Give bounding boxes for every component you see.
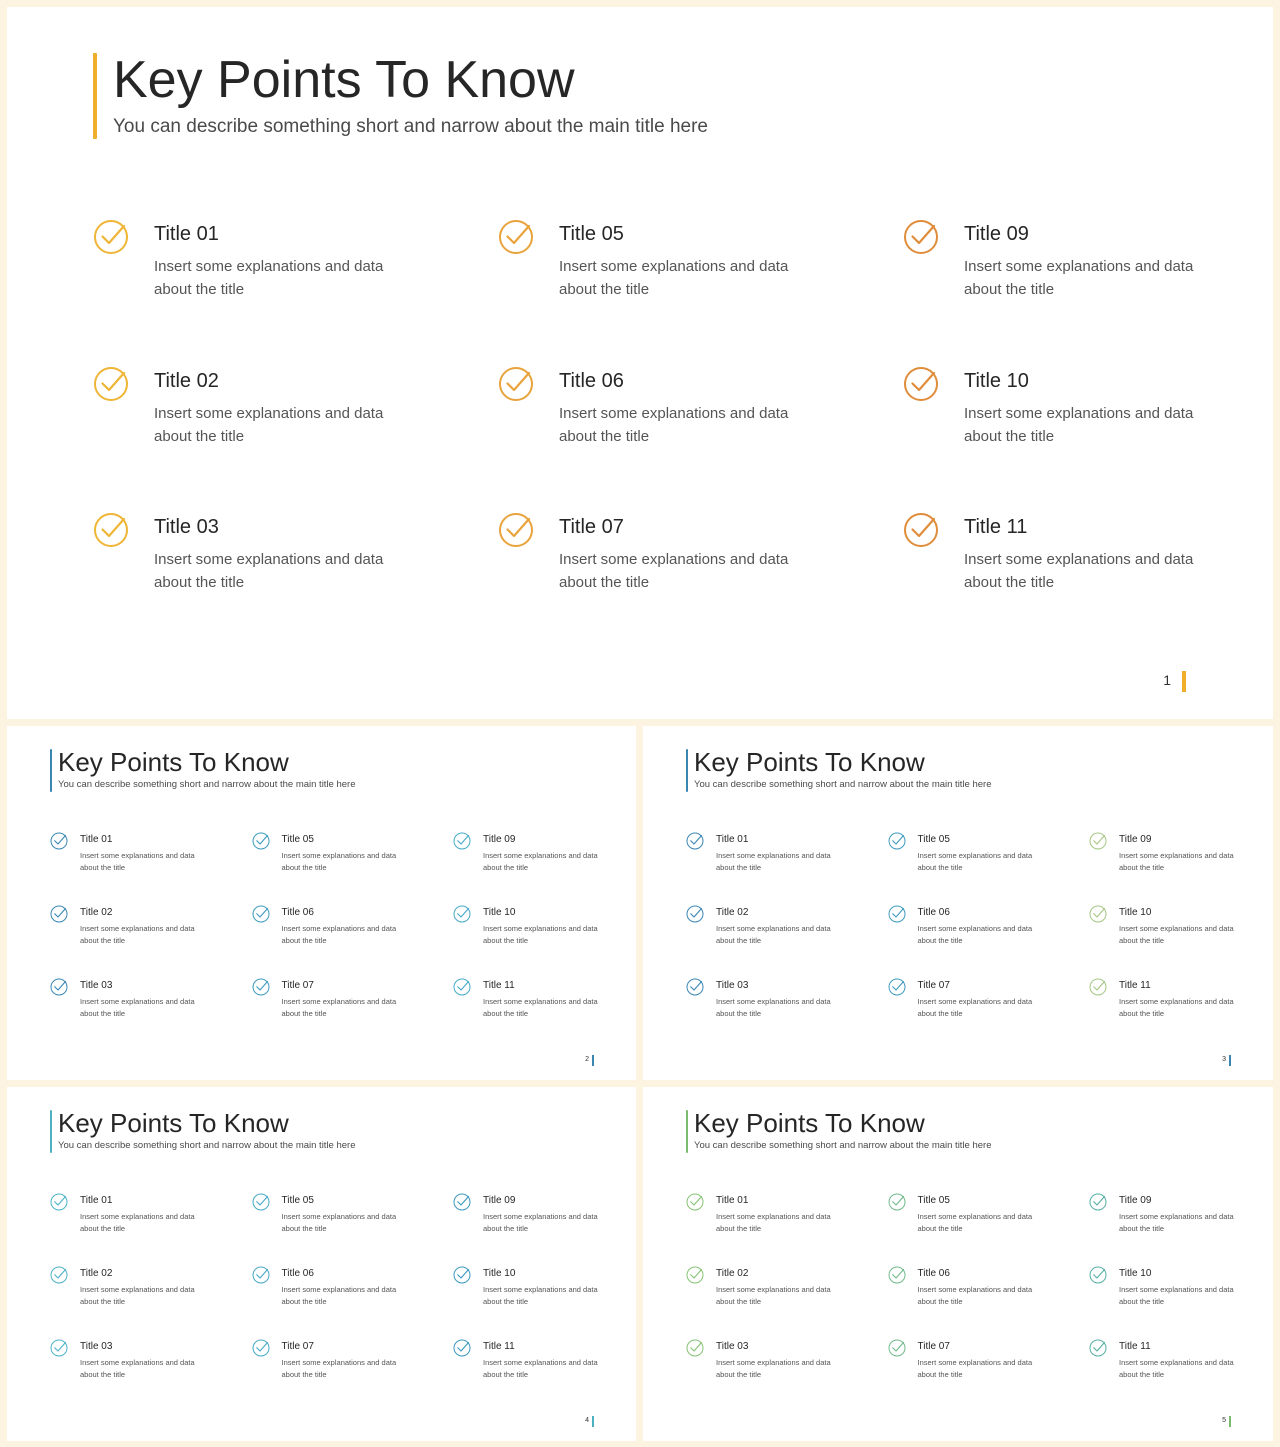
key-point-description: [559, 548, 788, 594]
description-line: Insert some explanations and data: [281, 924, 397, 933]
description-line: about the title: [483, 1296, 529, 1306]
description-line: Insert some explanations and data: [559, 258, 789, 275]
page-accent-bar: [1182, 671, 1186, 692]
check-circle-icon: [903, 219, 939, 255]
key-point-description: [1119, 850, 1234, 873]
description-line: Insert some explanations and data: [483, 997, 598, 1006]
key-point-description: [483, 850, 598, 873]
slide-4: [7, 1087, 636, 1441]
key-point-title: Title 05: [917, 834, 950, 845]
key-point-title: Title 02: [154, 369, 219, 392]
slide-subtitle: You can describe something short and narrow about the main title here: [694, 779, 992, 791]
page-accent-bar: [1229, 1416, 1231, 1427]
check-circle-icon: [498, 512, 534, 548]
description-line: about the title: [281, 935, 327, 945]
key-point-title: Title 01: [154, 223, 219, 245]
key-point-description: [918, 1211, 1033, 1234]
description-line: Insert some explanations and data: [917, 851, 1033, 860]
key-point-title: Title 03: [80, 980, 113, 991]
key-point-title: Title 07: [281, 1341, 314, 1352]
check-circle-icon: [686, 905, 704, 923]
check-circle-icon: [1089, 832, 1107, 850]
description-line: Insert some explanations and data: [716, 997, 831, 1006]
description-line: Insert some explanations and data: [1119, 851, 1234, 860]
description-line: Insert some explanations and data: [483, 1212, 598, 1221]
key-point-title: Title 01: [716, 834, 749, 845]
description-line: Insert some explanations and data: [154, 404, 384, 422]
page-accent-bar: [592, 1055, 594, 1066]
description-line: about the title: [80, 1369, 126, 1379]
description-line: Insert some explanations and data: [716, 924, 831, 933]
check-circle-icon: [1089, 905, 1107, 923]
description-line: Insert some explanations and data: [281, 851, 397, 860]
key-point-description: [282, 996, 397, 1019]
key-point-title: Title 03: [80, 1341, 113, 1352]
description-line: Insert some explanations and data: [917, 1212, 1033, 1221]
description-line: Insert some explanations and data: [716, 1212, 831, 1221]
check-circle-icon: [498, 366, 534, 402]
description-line: Insert some explanations and data: [1119, 1285, 1234, 1294]
title-block: [686, 1110, 992, 1152]
key-point-description: [80, 1284, 195, 1307]
check-circle-icon: [1089, 1339, 1107, 1357]
description-line: Insert some explanations and data: [80, 997, 195, 1006]
description-line: about the title: [1119, 1296, 1165, 1306]
description-line: about the title: [917, 1008, 963, 1018]
page-number: 1: [1163, 672, 1171, 688]
key-point-title: Title 11: [483, 1341, 515, 1352]
key-point-description: [1119, 1211, 1234, 1234]
title-block: [50, 749, 356, 791]
description-line: about the title: [1119, 935, 1165, 945]
key-point-description: [1119, 996, 1234, 1019]
key-point-description: [282, 850, 397, 873]
key-point-description: [80, 850, 195, 873]
description-line: about the title: [559, 427, 650, 445]
check-circle-icon: [252, 905, 270, 923]
description-line: about the title: [281, 862, 327, 872]
description-line: Insert some explanations and data: [1119, 997, 1234, 1006]
check-circle-icon: [686, 1339, 704, 1357]
key-point-title: Title 01: [80, 1195, 113, 1206]
slide-title: Key Points To Know: [694, 747, 925, 777]
description-line: Insert some explanations and data: [483, 924, 598, 933]
description-line: about the title: [80, 1296, 126, 1306]
key-point-description: [483, 1357, 598, 1380]
slide-subtitle: You can describe something short and narrow about the main title here: [58, 779, 356, 791]
check-circle-icon: [686, 832, 704, 850]
key-point-description: [964, 255, 1193, 301]
check-circle-icon: [93, 219, 129, 255]
key-point-title: Title 10: [964, 369, 1029, 392]
slide-subtitle: You can describe something short and narrow about the main title here: [113, 115, 708, 137]
description-line: about the title: [964, 427, 1055, 445]
check-circle-icon: [1089, 978, 1107, 996]
description-line: about the title: [917, 935, 963, 945]
key-point-title: Title 05: [281, 834, 314, 845]
check-circle-icon: [453, 1339, 471, 1357]
check-circle-icon: [252, 978, 270, 996]
description-line: Insert some explanations and data: [281, 997, 397, 1006]
page-accent-bar: [1229, 1055, 1231, 1066]
check-circle-icon: [50, 905, 68, 923]
key-point-description: [964, 548, 1193, 594]
key-point-title: Title 07: [917, 1341, 950, 1352]
page-number: 2: [585, 1056, 589, 1063]
key-point-description: [483, 996, 598, 1019]
key-point-title: Title 07: [917, 980, 950, 991]
description-line: Insert some explanations and data: [917, 1358, 1033, 1367]
key-point-description: [559, 402, 788, 448]
key-point-description: [716, 1211, 831, 1234]
check-circle-icon: [50, 1193, 68, 1211]
key-point-description: [483, 1211, 598, 1234]
check-circle-icon: [50, 1339, 68, 1357]
key-point-description: [1119, 1357, 1234, 1380]
key-point-description: [483, 923, 598, 946]
key-point-description: [716, 1357, 831, 1380]
key-point-description: [918, 1357, 1033, 1380]
description-line: Insert some explanations and data: [281, 1358, 397, 1367]
key-point-description: [154, 402, 383, 448]
description-line: about the title: [154, 281, 245, 298]
key-point-description: [483, 1284, 598, 1307]
description-line: Insert some explanations and data: [80, 1285, 195, 1294]
description-line: about the title: [80, 935, 126, 945]
description-line: Insert some explanations and data: [1119, 924, 1234, 933]
description-line: about the title: [1119, 1008, 1165, 1018]
key-point-title: Title 03: [154, 516, 219, 538]
description-line: about the title: [483, 1008, 529, 1018]
check-circle-icon: [93, 512, 129, 548]
check-circle-icon: [888, 978, 906, 996]
description-line: Insert some explanations and data: [964, 258, 1194, 275]
description-line: about the title: [80, 1223, 126, 1233]
check-circle-icon: [453, 1193, 471, 1211]
description-line: Insert some explanations and data: [80, 924, 195, 933]
description-line: Insert some explanations and data: [281, 1212, 397, 1221]
description-line: Insert some explanations and data: [80, 1358, 195, 1367]
check-circle-icon: [888, 1339, 906, 1357]
description-line: about the title: [917, 1223, 963, 1233]
key-point-title: Title 09: [483, 1195, 516, 1206]
key-point-description: [80, 1211, 195, 1234]
slide-3: [643, 726, 1273, 1080]
key-point-title: Title 10: [483, 907, 516, 918]
key-point-title: Title 09: [1119, 834, 1152, 845]
description-line: about the title: [964, 281, 1055, 298]
check-circle-icon: [93, 366, 129, 402]
check-circle-icon: [453, 1266, 471, 1284]
key-point-title: Title 10: [483, 1268, 516, 1279]
description-line: about the title: [1119, 1223, 1165, 1233]
key-point-title: Title 02: [80, 1268, 113, 1279]
description-line: about the title: [154, 574, 245, 591]
check-circle-icon: [1089, 1193, 1107, 1211]
description-line: Insert some explanations and data: [1119, 1212, 1234, 1221]
key-point-title: Title 06: [917, 1268, 950, 1279]
description-line: Insert some explanations and data: [917, 1285, 1033, 1294]
description-line: about the title: [281, 1296, 327, 1306]
description-line: Insert some explanations and data: [154, 258, 384, 275]
key-point-description: [282, 923, 397, 946]
description-line: about the title: [80, 862, 126, 872]
check-circle-icon: [686, 1266, 704, 1284]
key-point-title: Title 10: [1119, 1268, 1152, 1279]
key-point-title: Title 11: [1119, 1341, 1151, 1352]
key-point-description: [80, 923, 195, 946]
check-circle-icon: [498, 219, 534, 255]
key-point-title: Title 07: [559, 516, 624, 538]
description-line: Insert some explanations and data: [964, 404, 1194, 422]
description-line: Insert some explanations and data: [917, 924, 1033, 933]
description-line: Insert some explanations and data: [154, 551, 384, 568]
description-line: about the title: [964, 574, 1055, 591]
description-line: about the title: [559, 281, 650, 298]
key-point-title: Title 11: [1119, 980, 1151, 991]
check-circle-icon: [888, 832, 906, 850]
description-line: about the title: [1119, 862, 1165, 872]
description-line: Insert some explanations and data: [483, 851, 598, 860]
key-point-title: Title 05: [559, 223, 624, 245]
check-circle-icon: [686, 1193, 704, 1211]
key-point-title: Title 07: [281, 980, 314, 991]
description-line: about the title: [716, 1008, 762, 1018]
key-point-title: Title 03: [716, 980, 749, 991]
description-line: about the title: [483, 1369, 529, 1379]
title-block: [93, 53, 708, 138]
key-point-description: [1119, 923, 1234, 946]
description-line: Insert some explanations and data: [483, 1358, 598, 1367]
key-point-title: Title 11: [964, 516, 1028, 538]
page-number: 3: [1222, 1056, 1226, 1063]
key-point-title: Title 10: [1119, 907, 1152, 918]
description-line: about the title: [80, 1008, 126, 1018]
check-circle-icon: [903, 512, 939, 548]
slide-title: Key Points To Know: [113, 51, 575, 109]
check-circle-icon: [50, 978, 68, 996]
key-point-description: [80, 1357, 195, 1380]
description-line: Insert some explanations and data: [917, 997, 1033, 1006]
key-point-title: Title 01: [716, 1195, 749, 1206]
slide-subtitle: You can describe something short and narrow about the main title here: [694, 1140, 992, 1152]
key-point-description: [282, 1211, 397, 1234]
slide-title: Key Points To Know: [694, 1108, 925, 1138]
key-point-title: Title 02: [716, 907, 749, 918]
check-circle-icon: [903, 366, 939, 402]
slide-title: Key Points To Know: [58, 1108, 289, 1138]
description-line: Insert some explanations and data: [483, 1285, 598, 1294]
key-point-description: [716, 923, 831, 946]
key-point-description: [282, 1284, 397, 1307]
description-line: Insert some explanations and data: [716, 1358, 831, 1367]
description-line: Insert some explanations and data: [964, 551, 1194, 568]
check-circle-icon: [252, 1266, 270, 1284]
page-accent-bar: [592, 1416, 594, 1427]
description-line: about the title: [483, 862, 529, 872]
check-circle-icon: [686, 978, 704, 996]
key-point-title: Title 09: [483, 834, 516, 845]
key-point-description: [918, 1284, 1033, 1307]
description-line: about the title: [154, 427, 245, 445]
description-line: Insert some explanations and data: [559, 404, 789, 422]
key-point-title: Title 03: [716, 1341, 749, 1352]
description-line: Insert some explanations and data: [80, 1212, 195, 1221]
key-point-title: Title 05: [281, 1195, 314, 1206]
slide-subtitle: You can describe something short and narrow about the main title here: [58, 1140, 356, 1152]
check-circle-icon: [252, 1193, 270, 1211]
key-point-title: Title 06: [281, 1268, 314, 1279]
description-line: about the title: [716, 1296, 762, 1306]
description-line: about the title: [716, 862, 762, 872]
key-point-description: [918, 923, 1033, 946]
check-circle-icon: [50, 832, 68, 850]
key-point-title: Title 01: [80, 834, 113, 845]
key-point-description: [154, 255, 383, 301]
check-circle-icon: [1089, 1266, 1107, 1284]
key-point-title: Title 06: [559, 369, 624, 392]
key-point-description: [80, 996, 195, 1019]
key-point-description: [716, 850, 831, 873]
page-number: 4: [585, 1417, 589, 1424]
description-line: Insert some explanations and data: [559, 551, 789, 568]
key-point-description: [282, 1357, 397, 1380]
key-point-description: [918, 850, 1033, 873]
description-line: about the title: [281, 1223, 327, 1233]
key-point-title: Title 11: [483, 980, 515, 991]
check-circle-icon: [888, 905, 906, 923]
check-circle-icon: [888, 1193, 906, 1211]
key-point-title: Title 09: [964, 223, 1029, 245]
description-line: about the title: [281, 1369, 327, 1379]
key-point-title: Title 06: [917, 907, 950, 918]
description-line: about the title: [917, 1296, 963, 1306]
check-circle-icon: [453, 978, 471, 996]
title-accent-bar: [686, 749, 688, 792]
description-line: about the title: [716, 1369, 762, 1379]
slide-2: [7, 726, 636, 1080]
key-point-description: [918, 996, 1033, 1019]
check-circle-icon: [453, 905, 471, 923]
key-point-description: [716, 996, 831, 1019]
description-line: Insert some explanations and data: [716, 851, 831, 860]
key-point-description: [1119, 1284, 1234, 1307]
check-circle-icon: [888, 1266, 906, 1284]
title-accent-bar: [50, 749, 52, 792]
description-line: about the title: [716, 1223, 762, 1233]
description-line: Insert some explanations and data: [1119, 1358, 1234, 1367]
description-line: about the title: [917, 862, 963, 872]
description-line: about the title: [1119, 1369, 1165, 1379]
slide-1: [7, 7, 1273, 719]
description-line: Insert some explanations and data: [716, 1285, 831, 1294]
page-number: 5: [1222, 1417, 1226, 1424]
title-accent-bar: [686, 1110, 688, 1153]
description-line: Insert some explanations and data: [80, 851, 195, 860]
key-point-description: [154, 548, 383, 594]
description-line: about the title: [559, 574, 650, 591]
description-line: about the title: [716, 935, 762, 945]
key-point-title: Title 09: [1119, 1195, 1152, 1206]
description-line: Insert some explanations and data: [281, 1285, 397, 1294]
key-point-description: [964, 402, 1193, 448]
check-circle-icon: [252, 1339, 270, 1357]
title-accent-bar: [50, 1110, 52, 1153]
description-line: about the title: [483, 1223, 529, 1233]
description-line: about the title: [917, 1369, 963, 1379]
key-point-title: Title 02: [716, 1268, 749, 1279]
title-block: [686, 749, 992, 791]
key-point-description: [716, 1284, 831, 1307]
title-accent-bar: [93, 53, 97, 139]
check-circle-icon: [252, 832, 270, 850]
description-line: about the title: [281, 1008, 327, 1018]
key-point-title: Title 02: [80, 907, 113, 918]
title-block: [50, 1110, 356, 1152]
check-circle-icon: [50, 1266, 68, 1284]
description-line: about the title: [483, 935, 529, 945]
key-point-title: Title 06: [281, 907, 314, 918]
key-point-description: [559, 255, 788, 301]
slide-title: Key Points To Know: [58, 747, 289, 777]
check-circle-icon: [453, 832, 471, 850]
key-point-title: Title 05: [917, 1195, 950, 1206]
slide-5: [643, 1087, 1273, 1441]
